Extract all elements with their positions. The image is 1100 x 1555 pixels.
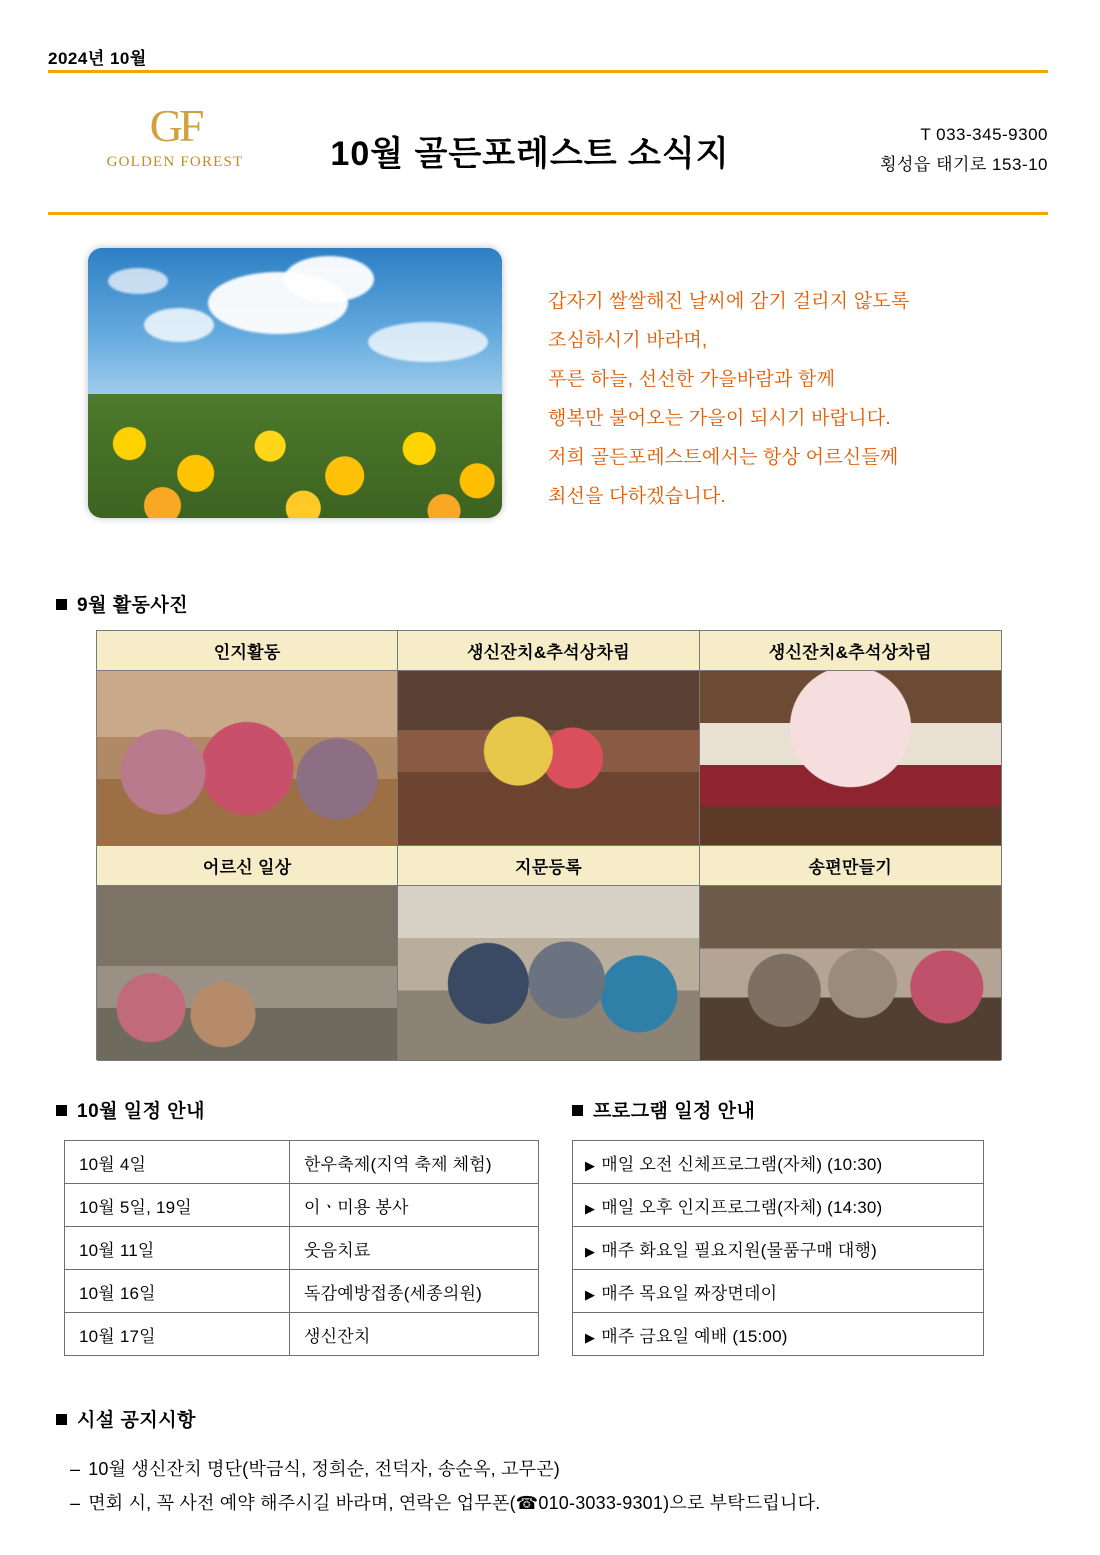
notice-text: 면회 시, 꼭 사전 예약 해주시길 바라며, 연락은 업무폰(☎010-3033-9301)으로 부탁드립니다. <box>88 1493 821 1513</box>
organization-logo <box>90 100 260 171</box>
square-bullet-icon <box>572 1105 583 1116</box>
program-item <box>573 1141 984 1184</box>
intro-line: 조심하시기 바라며, <box>548 330 708 351</box>
intro-line: 푸른 하늘, 선선한 가을바람과 함께 <box>548 369 836 390</box>
schedule-date: 10월 11일 <box>65 1227 290 1270</box>
dash-bullet-icon: – <box>70 1459 81 1479</box>
program-item-label: 매일 오전 신체프로그램(자체) (10:30) <box>601 1154 883 1174</box>
notice-item <box>70 1452 1030 1486</box>
square-bullet-icon <box>56 1105 67 1116</box>
photo-image <box>700 886 1001 1060</box>
schedule-event: 독감예방접종(세종의원) <box>290 1270 539 1313</box>
section-title-october-schedule <box>56 1096 205 1123</box>
notice-text: 10월 생신잔치 명단(박금식, 정희순, 전덕자, 송순옥, 고무곤) <box>88 1459 560 1479</box>
activity-photo-grid <box>96 630 1002 1060</box>
program-schedule-table <box>572 1140 984 1356</box>
triangle-right-icon: ▶ <box>585 1243 596 1259</box>
table-row <box>573 1227 984 1270</box>
table-row <box>65 1184 539 1227</box>
photo-caption: 지문등록 <box>398 846 699 886</box>
schedule-date: 10월 4일 <box>65 1141 290 1184</box>
issue-date: 2024년 10월 <box>48 49 147 68</box>
cloud-shape <box>144 308 214 342</box>
program-item <box>573 1184 984 1227</box>
phone-number: T 033-345-9300 <box>920 125 1048 144</box>
program-item <box>573 1313 984 1356</box>
section-title-text: 10월 일정 안내 <box>77 1101 205 1122</box>
schedule-date: 10월 16일 <box>65 1270 290 1313</box>
photo-image <box>398 671 698 845</box>
photo-sky <box>88 248 502 405</box>
table-row <box>65 1227 539 1270</box>
triangle-right-icon: ▶ <box>585 1286 596 1302</box>
contact-block <box>880 120 1048 180</box>
header-rule-bottom <box>48 212 1048 215</box>
square-bullet-icon <box>56 1414 67 1425</box>
section-title-facility-notice <box>56 1405 196 1432</box>
intro-line: 저희 골든포레스트에서는 항상 어르신들께 <box>548 447 899 468</box>
schedule-event: 이ㆍ미용 봉사 <box>290 1184 539 1227</box>
photo-caption: 생신잔치&추석상차림 <box>700 631 1001 671</box>
table-row <box>573 1270 984 1313</box>
photo-image <box>97 671 397 845</box>
table-row <box>573 1141 984 1184</box>
activity-photo <box>398 886 699 1061</box>
schedule-event: 웃음치료 <box>290 1227 539 1270</box>
program-item-label: 매주 목요일 짜장면데이 <box>601 1283 778 1303</box>
header-rule-top <box>48 70 1048 73</box>
schedule-event: 한우축제(지역 축제 체험) <box>290 1141 539 1184</box>
table-row <box>573 1313 984 1356</box>
activity-photo <box>97 886 398 1061</box>
intro-line: 행복만 불어오는 가을이 되시기 바랍니다. <box>548 408 891 429</box>
logo-wordmark: GOLDEN FOREST <box>106 154 244 170</box>
cloud-shape <box>284 256 374 302</box>
photo-image <box>398 886 698 1060</box>
section-title-activity-photos <box>56 590 188 617</box>
program-item-label: 매일 오후 인지프로그램(자체) (14:30) <box>601 1197 883 1217</box>
schedule-date: 10월 17일 <box>65 1313 290 1356</box>
schedule-date: 10월 5일, 19일 <box>65 1184 290 1227</box>
triangle-right-icon: ▶ <box>585 1329 596 1345</box>
cloud-shape <box>108 268 168 294</box>
activity-photo <box>97 671 398 846</box>
section-title-text: 시설 공지시항 <box>77 1410 196 1431</box>
photo-caption: 송편만들기 <box>700 846 1001 886</box>
activity-photo <box>398 671 699 846</box>
logo-monogram: GF <box>149 100 201 151</box>
photo-caption: 어르신 일상 <box>97 846 398 886</box>
triangle-right-icon: ▶ <box>585 1200 596 1216</box>
section-title-program-schedule <box>572 1096 755 1123</box>
address-line: 횡성읍 태기로 153-10 <box>880 155 1048 174</box>
october-schedule-table <box>64 1140 539 1356</box>
intro-line: 최선을 다하겠습니다. <box>548 486 726 507</box>
square-bullet-icon <box>56 599 67 610</box>
table-row <box>65 1313 539 1356</box>
table-row <box>573 1184 984 1227</box>
notice-item <box>70 1486 1030 1520</box>
page-title: 10월 골든포레스트 소식지 <box>330 135 730 173</box>
schedule-event: 생신잔치 <box>290 1313 539 1356</box>
photo-flower-field <box>88 394 502 518</box>
intro-photo <box>88 248 502 518</box>
program-item-label: 매주 금요일 예배 (15:00) <box>601 1326 788 1346</box>
section-title-text: 9월 활동사진 <box>77 595 189 616</box>
cloud-shape <box>368 322 488 362</box>
table-row <box>65 1270 539 1313</box>
photo-caption: 인지활동 <box>97 631 398 671</box>
dash-bullet-icon: – <box>70 1493 81 1513</box>
program-item-label: 매주 화요일 필요지원(물품구매 대행) <box>601 1240 878 1260</box>
program-item <box>573 1227 984 1270</box>
photo-caption: 생신잔치&추석상차림 <box>398 631 699 671</box>
section-title-text: 프로그램 일정 안내 <box>593 1101 756 1122</box>
program-item <box>573 1270 984 1313</box>
activity-photo <box>700 886 1001 1061</box>
photo-image <box>700 671 1001 845</box>
activity-photo <box>700 671 1001 846</box>
intro-line: 갑자기 쌀쌀해진 날씨에 감기 걸리지 않도록 <box>548 291 910 312</box>
table-row <box>65 1141 539 1184</box>
triangle-right-icon: ▶ <box>585 1157 596 1173</box>
photo-image <box>97 886 397 1060</box>
notice-list <box>70 1452 1030 1520</box>
intro-message <box>548 282 1028 516</box>
